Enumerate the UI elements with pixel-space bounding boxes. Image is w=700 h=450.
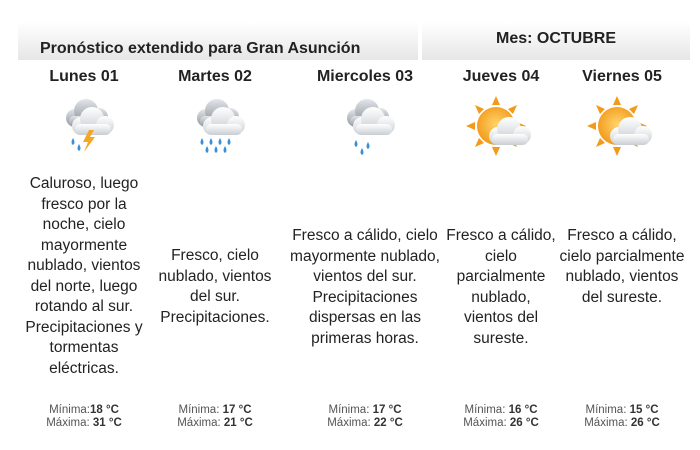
month-label: Mes: OCTUBRE: [495, 30, 616, 47]
day-temperatures: [556, 404, 688, 430]
day-temperatures: [286, 404, 444, 430]
day-temperatures: [446, 404, 556, 430]
min-temp: 15 °C: [629, 404, 659, 416]
min-temp: 18 °C: [90, 404, 119, 416]
partly-cloudy-icon: [587, 96, 657, 156]
day-description: Fresco a cálido, cielo mayormente nublado, vientos del sur. Precipitaciones dispersas en las primeras horas.: [290, 227, 440, 347]
day-name: Miercoles 03: [316, 68, 414, 85]
min-label: Mínima:: [464, 404, 506, 416]
day-temperatures: [18, 404, 150, 430]
min-temp: 17 °C: [372, 404, 402, 416]
min-label: Mínima:: [49, 404, 90, 416]
max-temp: 26 °C: [509, 417, 539, 429]
day-column-2: [150, 62, 280, 429]
partly-cloudy-icon: [466, 96, 536, 156]
header-title-bar: [18, 22, 418, 60]
page-title: Pronóstico extendido para Gran Asunción: [40, 40, 361, 57]
storm-rain-icon: [49, 96, 119, 156]
min-label: Mínima:: [328, 404, 370, 416]
day-name: Jueves 04: [462, 68, 540, 85]
max-temp: 21 °C: [223, 417, 253, 429]
day-temperatures: [150, 404, 280, 430]
day-name: Lunes 01: [49, 68, 119, 85]
min-label: Mínima:: [178, 404, 220, 416]
min-label: Mínima:: [585, 404, 627, 416]
day-column-4: [446, 62, 556, 429]
light-rain-icon: [330, 96, 400, 156]
day-column-3: [286, 62, 444, 429]
forecast-header: [18, 22, 690, 60]
max-temp: 22 °C: [373, 417, 403, 429]
max-label: Máxima:: [327, 417, 371, 429]
day-name: Martes 02: [178, 68, 252, 85]
max-label: Máxima:: [46, 417, 90, 429]
heavy-rain-icon: [180, 96, 250, 156]
day-description: Fresco a cálido, cielo parcialmente nublado, vientos del sureste.: [446, 227, 556, 347]
min-temp: 17 °C: [222, 404, 252, 416]
max-label: Máxima:: [584, 417, 628, 429]
day-description: Fresco, cielo nublado, vientos del sur. Precipitaciones.: [158, 247, 272, 326]
header-month-bar: [422, 22, 690, 60]
day-description: Fresco a cálido, cielo parcialmente nublado, vientos del sureste.: [559, 227, 685, 306]
max-label: Máxima:: [177, 417, 221, 429]
day-column-5: [556, 62, 688, 429]
max-label: Máxima:: [463, 417, 507, 429]
day-column-1: [18, 62, 150, 429]
day-description: Caluroso, luego fresco por la noche, cielo mayormente nublado, vientos del norte, luego rotando al sur. Precipitaciones y tormentas eléctricas.: [25, 175, 143, 377]
day-name: Viernes 05: [582, 68, 662, 85]
max-temp: 26 °C: [630, 417, 660, 429]
min-temp: 16 °C: [508, 404, 538, 416]
max-temp: 31 °C: [92, 417, 122, 429]
